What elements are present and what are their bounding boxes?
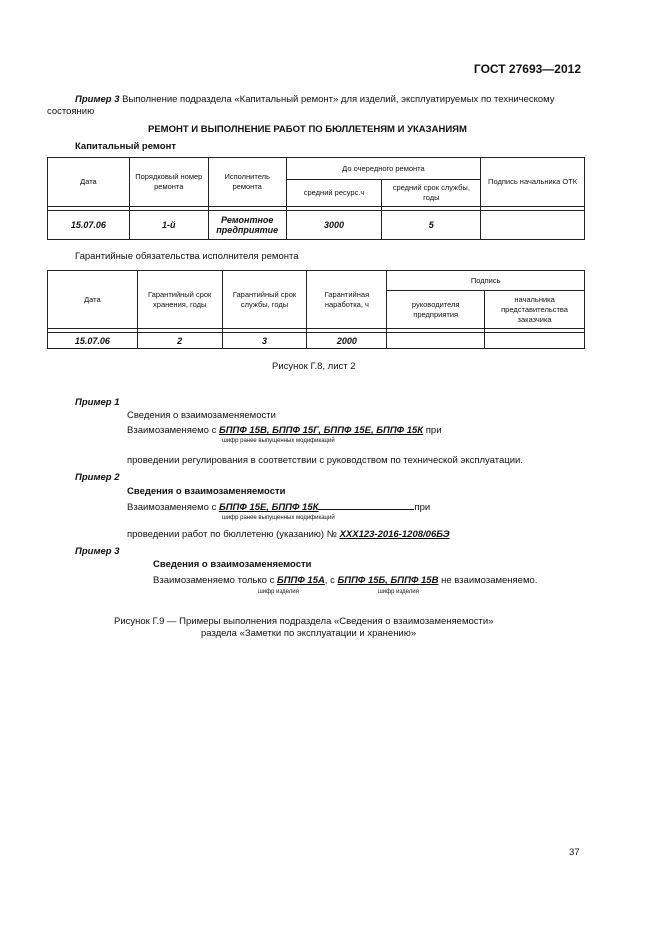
figure9-caption-line1: Рисунок Г.9 — Примеры выполнения подраздела «Сведения о взаимозаменяемости» <box>114 616 494 627</box>
t1-header-number: Порядковый номер ремонта <box>129 158 208 207</box>
t2-cell-date: 15.07.06 <box>48 333 138 349</box>
t2-cell-storage: 2 <box>137 333 222 349</box>
t2-header-head-company: руководителя предприятия <box>387 291 485 329</box>
ex2-caption: шифр ранее выпущенных модификаций <box>222 515 335 521</box>
intro-label: Пример 3 <box>75 94 120 105</box>
ex1-line1 <box>127 425 442 438</box>
t1-header-executor: Исполнитель ремонта <box>208 158 286 207</box>
ex3-caption2: шифр изделия <box>378 589 419 595</box>
t1-header-date: Дата <box>48 158 130 207</box>
t1-cell-resource: 3000 <box>286 211 382 240</box>
ex2-line2-prefix: проведении работ по бюллетеню (указанию) № <box>127 529 340 540</box>
page-number: 37 <box>569 847 580 858</box>
t2-header-service: Гарантийный срок службы, годы <box>222 271 307 329</box>
ex1-prefix: Взаимозаменяемо с <box>127 425 219 436</box>
t1-cell-date: 15.07.06 <box>48 211 130 240</box>
ex3-label: Пример 3 <box>75 546 120 557</box>
t1-cell-number: 1-й <box>129 211 208 240</box>
ex1-suffix: при <box>423 425 442 436</box>
ex3-title: Сведения о взаимозаменяемости <box>153 559 312 570</box>
table-row <box>48 333 585 349</box>
table-row <box>48 211 585 240</box>
ex1-line2: проведении регулирования в соответствии с руководством по технической эксплуатации. <box>127 455 523 466</box>
t2-header-storage: Гарантийный срок хранения, годы <box>137 271 222 329</box>
figure8-caption: Рисунок Г.8, лист 2 <box>272 361 356 372</box>
ex1-codes: БППФ 15В, БППФ 15Г, БППФ 15Е, БППФ 15К <box>218 425 424 436</box>
figure9-caption-line2: раздела «Заметки по эксплуатации и хранению» <box>201 628 417 639</box>
t2-cell-sign2 <box>485 333 585 349</box>
t1-header-term: средний срок службы, годы <box>382 180 481 207</box>
ex2-title: Сведения о взаимозаменяемости <box>127 486 286 497</box>
ex3-code1: БППФ 15А <box>276 575 325 586</box>
intro-line2: состоянию <box>47 106 95 117</box>
t2-cell-sign1 <box>387 333 485 349</box>
t2-header-sign: Подпись <box>387 271 585 291</box>
t1-header-next-repair: До очередного ремонта <box>286 158 481 180</box>
ex3-code2: БППФ 15Б, БППФ 15В <box>337 575 439 586</box>
t1-header-resource: средний ресурс.ч <box>286 180 382 207</box>
intro-text: Выполнение подраздела «Капитальный ремонт» для изделий, эксплуатируемых по техническому <box>119 94 555 105</box>
intro-line1 <box>75 94 555 107</box>
document-code: ГОСТ 27693—2012 <box>473 62 581 76</box>
ex2-suffix: при <box>414 502 431 513</box>
section-title: РЕМОНТ И ВЫПОЛНЕНИЕ РАБОТ ПО БЮЛЛЕТЕНЯМ И УКАЗАНИЯМ <box>148 124 467 135</box>
ex1-title: Сведения о взаимозаменяемости <box>127 410 276 421</box>
t1-header-sign: Подпись начальника ОТК <box>481 158 585 207</box>
ex2-line1 <box>127 500 430 515</box>
t2-cell-service: 3 <box>222 333 307 349</box>
ex2-label: Пример 2 <box>75 472 120 483</box>
t2-header-head-customer: начальника представительства заказчика <box>485 291 585 329</box>
t1-cell-sign <box>481 211 585 240</box>
ex1-label: Пример 1 <box>75 397 120 408</box>
ex2-codes: БППФ 15Е, БППФ 15К <box>218 502 319 513</box>
t1-cell-term: 5 <box>382 211 481 240</box>
ex3-caption1: шифр изделия <box>258 589 299 595</box>
ex2-bulletin: ХХХ123-2016-1208/06БЭ <box>339 529 450 540</box>
ex2-blank-line <box>318 500 414 510</box>
repair-table <box>47 157 585 240</box>
ex2-prefix: Взаимозаменяемо с <box>127 502 219 513</box>
ex3-line1 <box>153 575 537 588</box>
ex3-prefix: Взаимозаменяемо только с <box>153 575 277 586</box>
t1-cell-executor: Ремонтное предприятие <box>208 211 286 240</box>
t2-header-hours: Гарантийная наработка, ч <box>307 271 387 329</box>
warranty-table <box>47 270 585 349</box>
t2-header-date: Дата <box>48 271 138 329</box>
t2-cell-hours: 2000 <box>307 333 387 349</box>
ex3-suffix: не взаимозаменяемо. <box>438 575 538 586</box>
table1-title: Капитальный ремонт <box>75 141 176 152</box>
ex3-mid: , с <box>324 575 338 586</box>
table2-title: Гарантийные обязательства исполнителя ремонта <box>75 251 299 262</box>
ex1-caption: шифр ранее выпущенных модификаций <box>222 438 335 444</box>
ex2-line2 <box>127 529 450 542</box>
